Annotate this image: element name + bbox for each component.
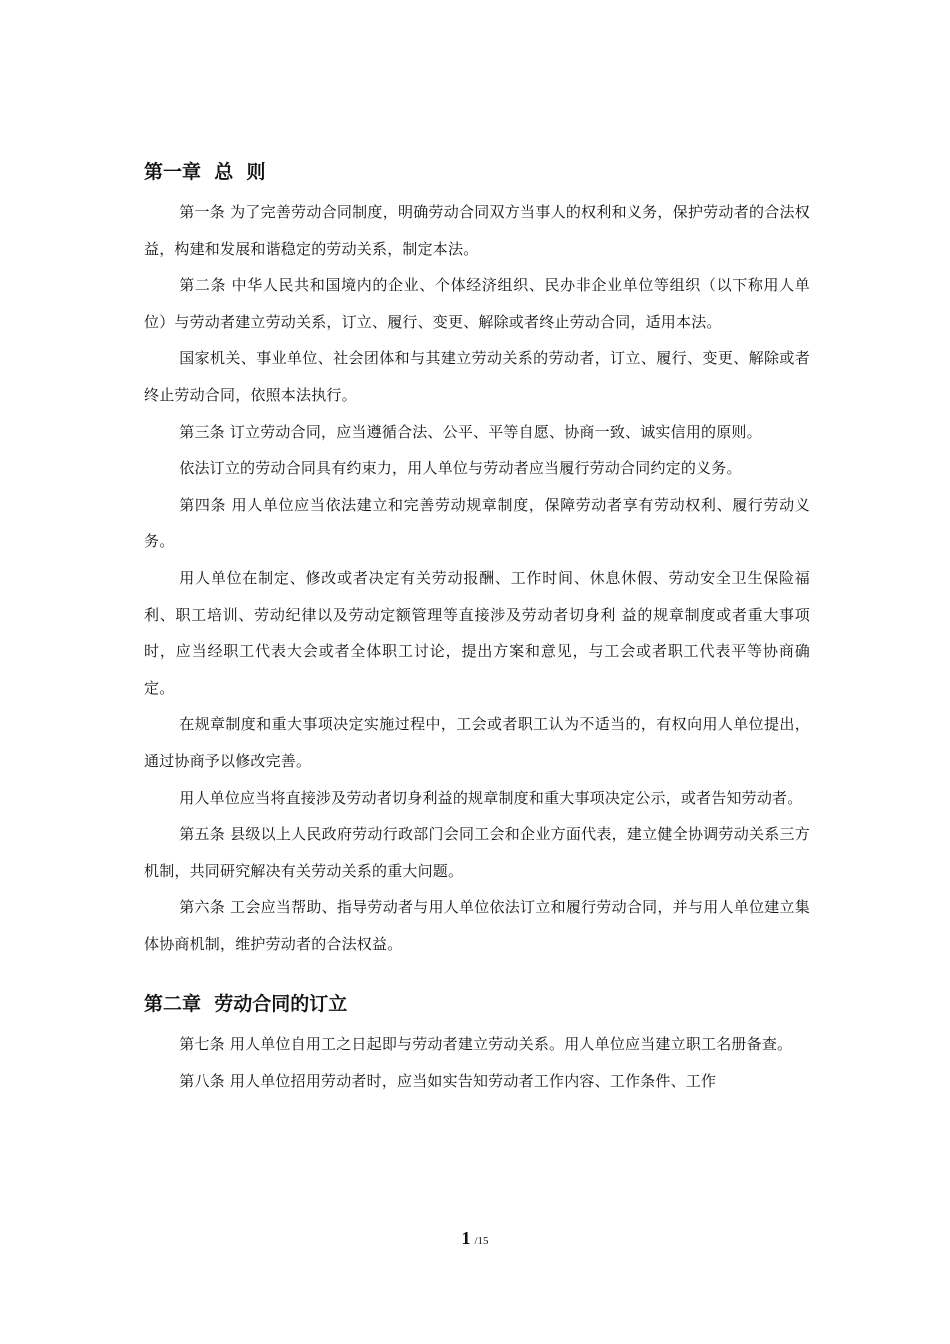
- paragraph: 第六条 工会应当帮助、指导劳动者与用人单位依法订立和履行劳动合同，并与用人单位建立集体协商机制，维护劳动者的合法权益。: [144, 898, 810, 953]
- paragraph: 用人单位应当将直接涉及劳动者切身利益的规章制度和重大事项决定公示，或者告知劳动者。: [179, 788, 803, 807]
- chapter-2-title: 第二章 劳动合同的订立: [144, 993, 348, 1016]
- paragraph: 第二条 中华人民共和国境内的企业、个体经济组织、民办非企业单位等组织（以下称用人单位）与劳动者建立劳动关系，订立、履行、变更、解除或者终止劳动合同，适用本法。: [144, 276, 810, 331]
- paragraph: 国家机关、事业单位、社会团体和与其建立劳动关系的劳动者，订立、履行、变更、解除或者终止劳动合同，依照本法执行。: [144, 349, 810, 404]
- paragraph: 第八条 用人单位招用劳动者时，应当如实告知劳动者工作内容、工作条件、工作: [179, 1072, 717, 1091]
- paragraph: 依法订立的劳动合同具有约束力，用人单位与劳动者应当履行劳动合同约定的义务。: [179, 459, 742, 478]
- paragraph: 第七条 用人单位自用工之日起即与劳动者建立劳动关系。用人单位应当建立职工名册备查。: [179, 1035, 793, 1054]
- page-footer: [0, 1228, 950, 1249]
- chapter-1-title: 第一章 总 则: [144, 161, 266, 183]
- paragraph: 第四条 用人单位应当依法建立和完善劳动规章制度，保障劳动者享有劳动权利、履行劳动义务。: [144, 495, 810, 551]
- paragraph: 第五条 县级以上人民政府劳动行政部门会同工会和企业方面代表，建立健全协调劳动关系三方机制，共同研究解决有关劳动关系的重大问题。: [144, 825, 810, 880]
- document-body: [144, 158, 810, 1100]
- paragraph: 在规章制度和重大事项决定实施过程中，工会或者职工认为不适当的，有权向用人单位提出，通过协商予以修改完善。: [144, 715, 810, 770]
- paragraph: 第一条 为了完善劳动合同制度，明确劳动合同双方当事人的权利和义务，保护劳动者的合法权益，构建和发展和谐稳定的劳动关系，制定本法。: [144, 203, 810, 258]
- page-number: 1: [461, 1228, 471, 1248]
- paragraph: 用人单位在制定、修改或者决定有关劳动报酬、工作时间、休息休假、劳动安全卫生保险福利、职工培训、劳动纪律以及劳动定额管理等直接涉及劳动者切身利 益的规章制度或者重大事项时，应当经职工代表大会或者全体职工讨论，提出方案和意见，与工会或者职工代表平等协商确定。: [144, 568, 810, 697]
- paragraph: 第三条 订立劳动合同，应当遵循合法、公平、平等自愿、协商一致、诚实信用的原则。: [179, 422, 762, 441]
- page-total: /15: [474, 1235, 489, 1247]
